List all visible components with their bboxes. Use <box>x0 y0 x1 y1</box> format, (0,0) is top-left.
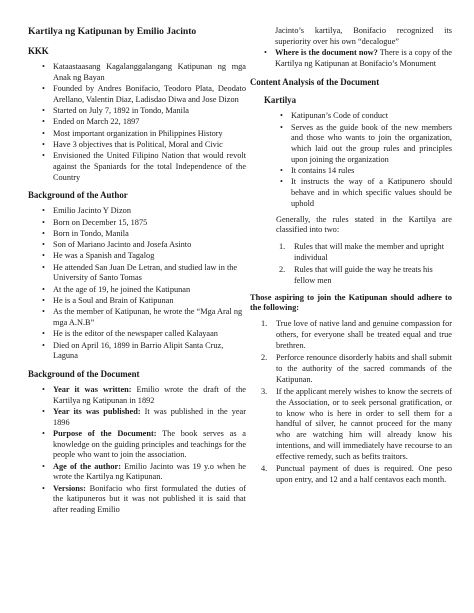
list-item: • Son of Mariano Jacinto and Josefa Asinto <box>42 240 192 250</box>
bullet-icon: • <box>42 128 45 138</box>
aspiring-heading: Those aspiring to join the Katipunan should adhere to the following: <box>250 292 452 313</box>
kkk-heading: KKK <box>28 46 49 56</box>
left-column <box>28 26 246 516</box>
right-column <box>250 26 452 488</box>
list-item: • Age of the author: Emilio Jacinto was 19 y.o when he wrote the Kartilya ng Katipunan. <box>42 461 246 482</box>
aspiring-list <box>258 319 452 486</box>
list-item: 1. True love of native land and genuine compassion for others, for everyone shall be treated equal and true brethren. <box>261 319 452 350</box>
bullet-icon: • <box>42 483 45 493</box>
list-item: • Founded by Andres Bonifacio, Teodoro Plata, Deodato Arellano, Valentin Diaz, Ladisdao Diwa and Jose Dizon <box>42 84 246 104</box>
list-item: • Year it was written: Emilio wrote the draft of the Kartilya ng Katipunan in 1892 <box>42 385 246 405</box>
list-item: • Died on April 16, 1899 in Barrio Alipit Santa Cruz, Laguna <box>42 340 224 361</box>
document-title: Kartilya ng Katipunan by Emilio Jacinto <box>28 26 197 37</box>
list-item: • He is the editor of the newspaper called Kalayaan <box>42 329 218 339</box>
list-item-continuation: Jacinto’s kartilya, Bonifacio recognized its superiority over his own “decalogue” <box>275 26 452 46</box>
author-heading: Background of the Author <box>28 190 128 201</box>
list-item: • Serves as the guide book of the new members and those who wants to join the organization, which laid out the group rules and principles upon joining the organization <box>280 122 452 164</box>
list-item: • Have 3 objectives that is Political, Moral and Civic <box>42 139 223 149</box>
list-item: • Emilio Jacinto Y Dizon <box>42 206 131 216</box>
list-item: • Most important organization in Philippines History <box>42 128 223 138</box>
bullet-icon: • <box>42 385 45 395</box>
list-item: • Where is the document now? There is a copy of the Kartilya ng Katipunan at Bonifacio’s Monument <box>264 48 452 68</box>
list-item: • Kataastaasang Kagalanggalangang Katipunan ng mga Anak ng Bayan <box>42 62 246 82</box>
list-item: • Envisioned the United Filipino Nation that would revolt against the Spaniards for the total Independence of the Country <box>42 151 246 182</box>
bullet-icon: • <box>42 296 45 306</box>
bullet-icon: • <box>42 429 45 439</box>
list-item: • Katipunan’s Code of conduct <box>280 111 389 121</box>
rules-intro: Generally, the rules stated in the Kartilya are classified into two: <box>276 214 452 235</box>
bullet-icon: • <box>42 151 45 161</box>
list-item: 2. Perforce renounce disorderly habits and shall submit to the authority of the sacred commands of the Katipunan. <box>261 353 452 384</box>
list-item: • Versions: Bonifacio who first formulated the duties of the katipuneros but it was not published it is said that after reading Emilio <box>42 483 246 515</box>
bullet-icon: • <box>42 117 45 127</box>
kartilya-list <box>280 111 452 209</box>
list-item: • Purpose of the Document: The book serves as a knowledge on the guiding principles and teachings for the people who want to join the association. <box>42 429 246 460</box>
bullet-icon: • <box>42 206 45 216</box>
bullet-icon: • <box>42 84 45 93</box>
list-item: • As the member of Katipunan, he wrote the “Mga Aral ng mga A.N.B” <box>42 307 243 328</box>
list-item: • At the age of 19, he joined the Katipunan <box>42 284 191 294</box>
continued-list <box>264 26 452 69</box>
list-item: • He attended San Juan De Letran, and studied law in the University of Santo Tomas <box>42 262 238 283</box>
list-item: • Born in Tondo, Manila <box>42 228 129 238</box>
list-item: • It instructs the way of a Katipunero should behave and in which specific values should be uphold <box>280 177 452 208</box>
kartilya-section <box>250 111 452 209</box>
bullet-icon: • <box>42 461 45 471</box>
bullet-icon: • <box>42 262 45 272</box>
content-analysis-heading: Content Analysis of the Document <box>250 77 380 88</box>
bullet-icon: • <box>280 177 283 187</box>
list-item: • Year its was published: It was published in the year 1896 <box>42 407 246 427</box>
list-item: 4. Punctual payment of dues is required. One peso upon entry, and 12 and a half centavos each month. <box>261 464 452 484</box>
bullet-icon: • <box>280 111 283 121</box>
bullet-icon: • <box>42 62 45 71</box>
bullet-icon: • <box>42 240 45 250</box>
bullet-icon: • <box>280 166 283 176</box>
document-background-list <box>42 385 246 516</box>
list-item: • It contains 14 rules <box>280 166 355 176</box>
list-item: • Ended on March 22, 1897 <box>42 117 140 127</box>
bullet-icon: • <box>42 284 45 294</box>
list-item: • He was a Spanish and Tagalog <box>42 251 155 261</box>
bullet-icon: • <box>42 228 45 238</box>
kartilya-heading: Kartilya <box>264 95 297 106</box>
bullet-icon: • <box>42 329 45 339</box>
list-item: 3. If the applicant merely wishes to know the secrets of the Association, or to seek personal gratification, or to know who is here in order to sell them for a handful of silver, he cannot proceed for the many who are watching him will already know his intentions, and will immediately have recourse to an effective remedy, such as befits traitors. <box>261 387 452 461</box>
bullet-icon: • <box>42 217 45 227</box>
kkk-list <box>42 62 246 183</box>
list-item: • Started on July 7, 1892 in Tondo, Manila <box>42 106 189 115</box>
document-background-heading: Background of the Document <box>28 369 140 380</box>
list-item: • Born on December 15, 1875 <box>42 217 148 227</box>
list-item: 2. Rules that will guide the way he treats his fellow men <box>279 265 433 286</box>
list-item: 1. Rules that will make the member and upright individual <box>279 241 445 262</box>
bullet-icon: • <box>42 106 45 115</box>
bullet-icon: • <box>42 307 45 317</box>
bullet-icon: • <box>42 407 45 417</box>
bullet-icon: • <box>42 251 45 261</box>
bullet-icon: • <box>280 122 283 132</box>
bullet-icon: • <box>42 139 45 149</box>
rules-list <box>276 242 452 287</box>
bullet-icon: • <box>264 48 267 57</box>
bullet-icon: • <box>42 340 45 350</box>
list-item: • He is a Soul and Brain of Katipunan <box>42 296 174 306</box>
author-list <box>42 206 246 362</box>
